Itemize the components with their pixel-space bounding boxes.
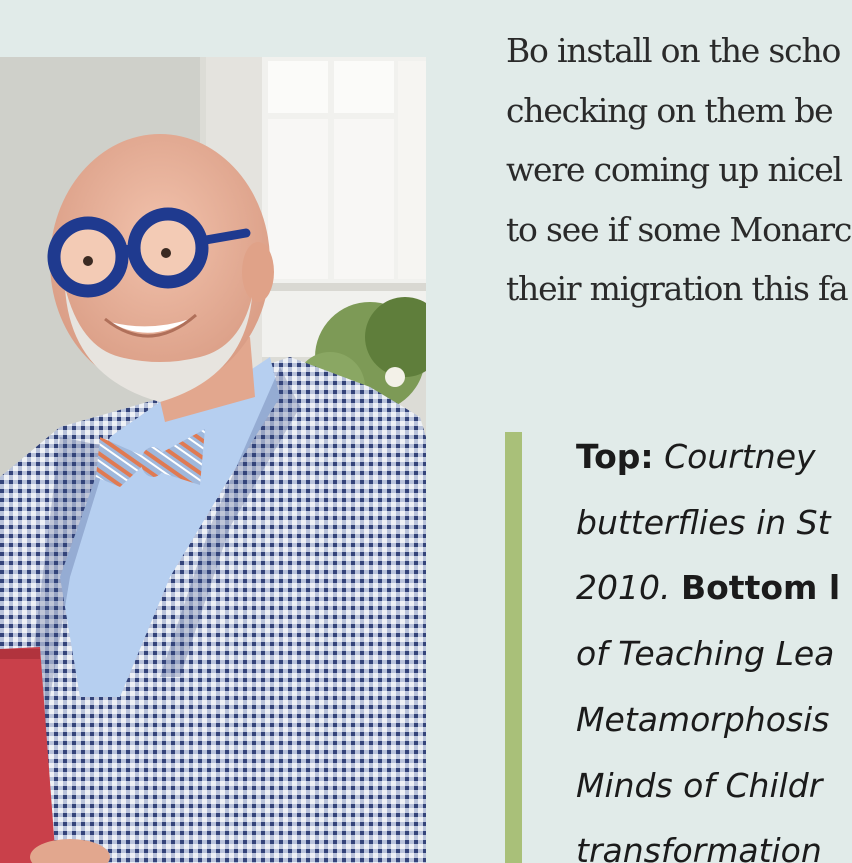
body-line: checking on them be — [506, 90, 833, 130]
body-line: were coming up nicel — [506, 150, 842, 189]
caption-line: Metamorphosis — [576, 699, 830, 739]
caption-top-text: Courtney — [664, 437, 816, 476]
caption-bottom-label: Bottom l — [680, 568, 841, 608]
photo-caption — [576, 424, 852, 863]
caption-line — [576, 555, 852, 621]
portrait-illustration — [0, 57, 426, 863]
caption-year: 2010. — [576, 568, 671, 608]
caption-line: transformation — [576, 831, 822, 863]
caption-line — [576, 424, 852, 490]
body-paragraph — [506, 21, 852, 319]
caption-line: of Teaching Lea — [576, 634, 835, 674]
caption-line: butterflies in St — [576, 502, 831, 542]
body-line: their migration this fa — [506, 269, 848, 308]
caption-line: Minds of Childr — [576, 765, 823, 805]
caption-accent-bar — [505, 432, 522, 863]
caption-top-label: Top: — [576, 437, 654, 476]
portrait-photo — [0, 57, 426, 863]
body-line: Bo install on the scho — [506, 31, 841, 70]
body-line: to see if some Monarc — [506, 209, 852, 249]
